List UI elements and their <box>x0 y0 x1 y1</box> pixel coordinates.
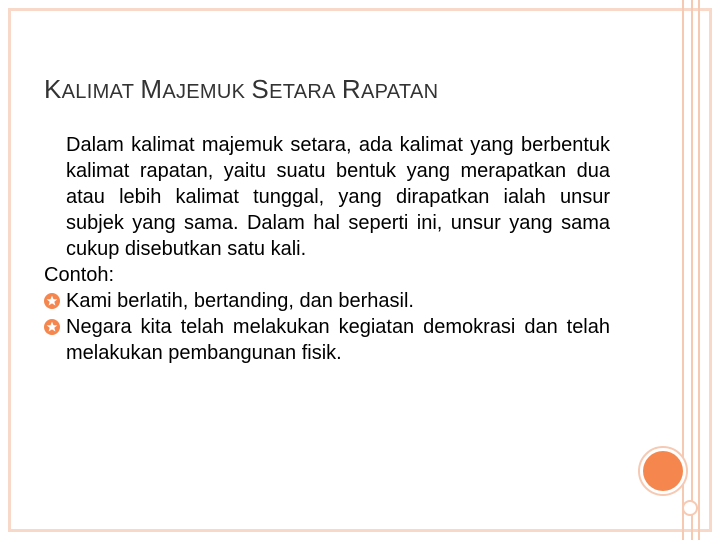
title-letter: M <box>140 74 163 104</box>
title-word: ETARA <box>269 81 336 103</box>
list-item <box>44 288 610 314</box>
star-bullet-icon <box>44 293 60 309</box>
body-paragraph: Dalam kalimat majemuk setara, ada kalimat yang berbentuk kalimat rapatan, yaitu suatu bentuk yang merapatkan dua atau lebih kalimat tunggal, yang dirapatkan ialah unsur subjek yang sama. Dalam hal seperti ini, unsur yang sama cukup disebutkan satu kali. <box>66 134 610 260</box>
slide-body <box>44 132 610 366</box>
title-word: APATAN <box>360 81 439 103</box>
list-item <box>44 314 610 366</box>
slide-title <box>44 74 438 105</box>
decor-circle-filled <box>643 451 683 491</box>
title-letter: R <box>341 74 361 104</box>
example-list <box>44 288 610 366</box>
title-word: ALIMAT <box>61 81 135 103</box>
star-bullet-icon <box>44 319 60 335</box>
bullet-text: Kami berlatih, bertanding, dan berhasil. <box>66 290 414 312</box>
title-letter: S <box>251 74 270 104</box>
example-label: Contoh: <box>44 264 115 286</box>
decor-circle-small <box>682 500 698 516</box>
title-word: AJEMUK <box>162 81 246 103</box>
title-letter: K <box>44 74 62 104</box>
decor-line <box>698 0 700 540</box>
decor-line <box>691 0 693 540</box>
title-divider <box>44 112 654 113</box>
bullet-text: Negara kita telah melakukan kegiatan demokrasi dan telah melakukan pembangunan fisik. <box>66 316 610 364</box>
